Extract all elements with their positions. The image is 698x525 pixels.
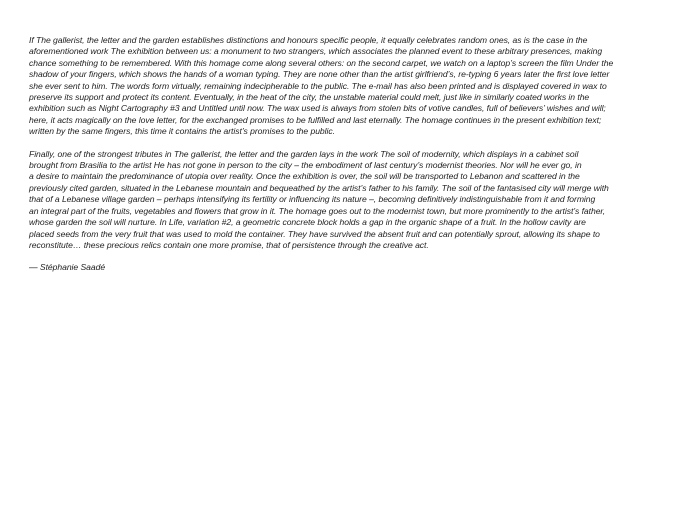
text-line: brought from Brasilia to the artist He has not gone in person to the city – the embodiment of last century’s modernist theories. Nor will he ever go, in bbox=[29, 160, 582, 171]
text-line: Finally, one of the strongest tributes in The gallerist, the letter and the garden lays in the work The soil of modernity, which displays in a cabinet soil bbox=[29, 148, 579, 159]
author-signature: — Stéphanie Saadé bbox=[29, 262, 106, 273]
text-line: she ever sent to him. The words form virtually, remaining indecipherable to the public. The e-mail has also been printed and is displayed covered in wax to bbox=[29, 80, 607, 91]
text-line: aforementioned work The exhibition between us: a monument to two strangers, which associates the planned event to these arbitrary presences, making bbox=[29, 46, 603, 57]
text-line: placed seeds from the very fruit that was used to mold the container. They have survived the absent fruit and can potentially sprout, allowing its shape to bbox=[29, 228, 600, 239]
text-line: an integral part of the fruits, vegetables and flowers that grow in it. The homage goes out to the modernist town, but more prominently to the artist’s father, bbox=[29, 205, 606, 216]
text-line: exhibition such as Night Cartography #3 and Untitled until now. The wax used is always from stolen bits of votive candles, full of believers’ wishes and will; bbox=[29, 103, 606, 114]
text-line: reconstitute… these precious relics contain one more promise, that of persistence through the creative act. bbox=[29, 239, 429, 250]
text-line: previously cited garden, situated in the Lebanese mountain and bequeathed by the artist’s father to his family. The soil of the fantasised city will merge with bbox=[29, 182, 609, 193]
paragraph-1 bbox=[29, 35, 674, 138]
text-line: shadow of your fingers, which shows the hands of a woman typing. They are none other than the artist girlfriend’s, re-typing 6 years later the first love letter bbox=[29, 69, 610, 80]
paragraph-2 bbox=[29, 149, 674, 252]
text-line: whose garden the soil will nurture. In Life, variation #2, a geometric concrete block holds a gap in the organic shape of a fruit. In the hollow cavity are bbox=[29, 217, 586, 228]
text-line: that of a Lebanese village garden – perhaps intensifying its fertility or influencing its nature –, becoming definitively indistinguishable from it and forming bbox=[29, 194, 596, 205]
text-line: If The gallerist, the letter and the garden establishes distinctions and honours specific people, it equally celebrates random ones, as is the case in the bbox=[29, 35, 588, 45]
text-line: preserve its support and protect its content. Eventually, in the heat of the city, the unstable material could melt, just like in similarly coated works in the bbox=[29, 92, 590, 103]
text-line: chance something to be remembered. With this homage come along several others: on the second carpet, we watch on a laptop’s screen the film Under the bbox=[29, 57, 614, 68]
text-line: here, it acts magically on the love letter, for the exchanged promises to be fulfilled and last eternally. The homage continues in the present exhibition text; bbox=[29, 114, 602, 125]
text-line: written by the same fingers, this time it contains the artist’s promises to the public. bbox=[29, 126, 335, 137]
text-line: a desire to maintain the predominance of utopia over reality. Once the exhibition is over, the soil will be transported to Lebanon and scattered in the bbox=[29, 171, 580, 182]
article-body bbox=[29, 35, 674, 274]
